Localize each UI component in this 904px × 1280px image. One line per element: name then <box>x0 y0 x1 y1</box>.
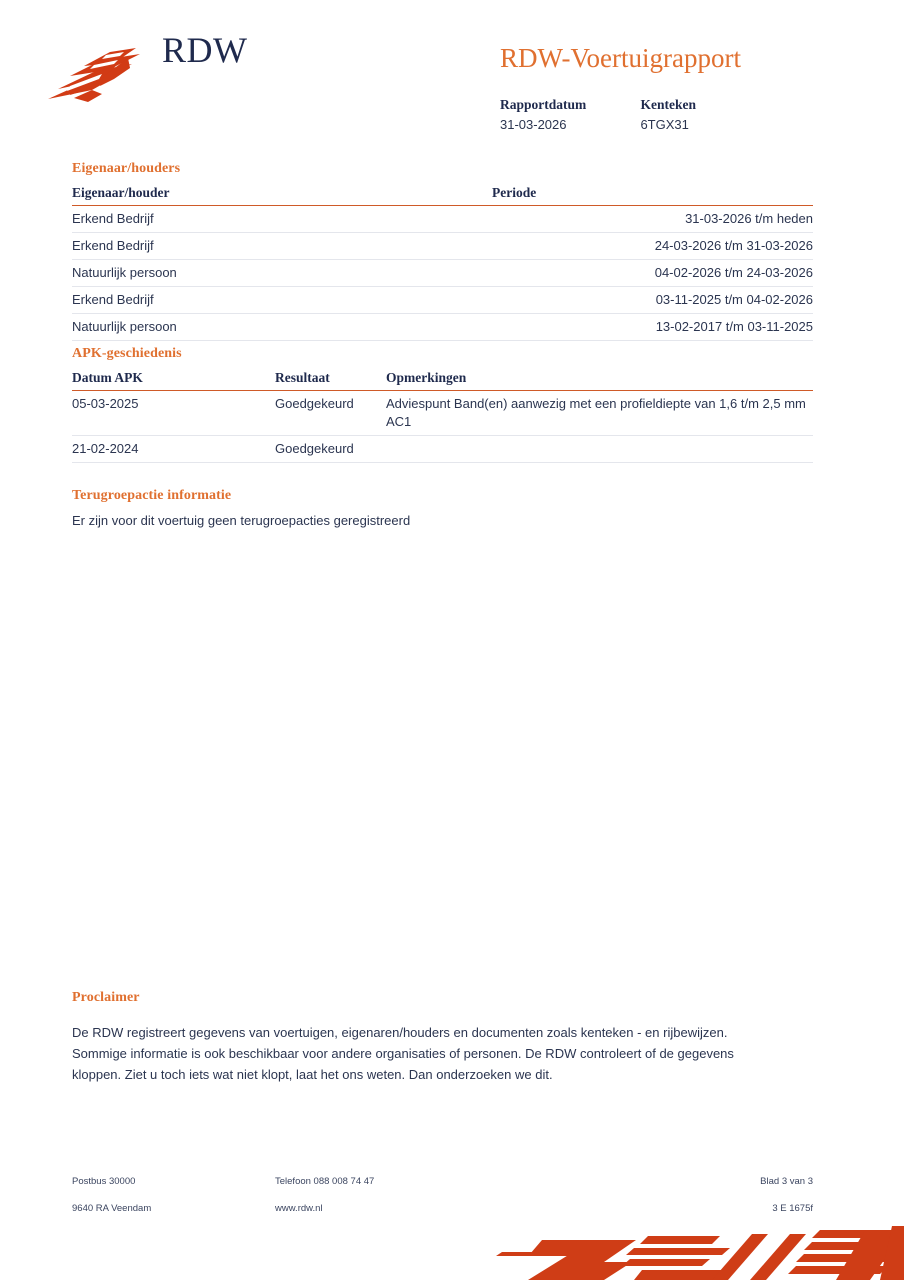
owner-cell: Erkend Bedrijf <box>72 287 492 314</box>
table-header-row <box>72 369 813 391</box>
bottom-decorative-graphic <box>484 1218 904 1280</box>
footer-form-code: 3 E 1675f <box>772 1203 813 1214</box>
table-row <box>72 260 813 287</box>
footer-phone: Telefoon 088 008 74 47 <box>275 1176 375 1187</box>
table-row <box>72 436 813 463</box>
rdw-wordmark: RDW <box>162 30 248 70</box>
rapportdatum-label: Rapportdatum <box>500 97 587 112</box>
footer-address-line-1: Postbus 30000 <box>72 1176 136 1187</box>
disclaimer-line-3: kloppen. Ziet u toch iets wat niet klopt, laat het ons weten. Dan onderzoeken we dit. <box>72 1067 553 1082</box>
period-cell: 31-03-2026 t/m heden <box>492 206 813 233</box>
period-cell: 04-02-2026 t/m 24-03-2026 <box>492 260 813 287</box>
footer-pagination <box>760 1168 813 1222</box>
owners-col-period: Periode <box>492 184 813 206</box>
kenteken-label: Kenteken <box>640 97 696 112</box>
disclaimer-section <box>72 990 813 1085</box>
apk-remarks-cell: Adviespunt Band(en) aanwezig met een profieldiepte van 1,6 t/m 2,5 mm AC1 <box>386 391 813 436</box>
recall-section <box>72 488 813 530</box>
apk-date-cell: 21-02-2024 <box>72 436 275 463</box>
table-row <box>72 391 813 436</box>
apk-result-cell: Goedgekeurd <box>275 391 386 436</box>
report-meta <box>500 96 696 135</box>
apk-date-cell: 05-03-2025 <box>72 391 275 436</box>
disclaimer-line-2: Sommige informatie is ook beschikbaar voor andere organisaties of personen. De RDW controleert of de gegevens <box>72 1046 734 1061</box>
kenteken-value: 6TGX31 <box>640 117 689 132</box>
document-header <box>0 0 904 150</box>
apk-col-result: Resultaat <box>275 369 386 391</box>
table-row <box>72 206 813 233</box>
apk-table <box>72 369 813 463</box>
footer-contact <box>275 1168 374 1222</box>
table-row <box>72 314 813 341</box>
period-cell: 03-11-2025 t/m 04-02-2026 <box>492 287 813 314</box>
owners-section-title: Eigenaar/houders <box>72 161 181 176</box>
apk-section-title: APK-geschiedenis <box>72 346 182 361</box>
meta-kenteken <box>640 96 696 135</box>
owners-table <box>72 184 813 341</box>
apk-remarks-cell <box>386 436 813 463</box>
table-row <box>72 233 813 260</box>
disclaimer-line-1: De RDW registreert gegevens van voertuigen, eigenaren/houders en documenten zoals kenteken - en rijbewijzen. <box>72 1025 728 1040</box>
apk-result-cell: Goedgekeurd <box>275 436 386 463</box>
table-header-row <box>72 184 813 206</box>
apk-col-date: Datum APK <box>72 369 275 391</box>
owner-cell: Natuurlijk persoon <box>72 260 492 287</box>
recall-text: Er zijn voor dit voertuig geen terugroepacties geregistreerd <box>72 513 411 528</box>
disclaimer-body <box>72 1022 813 1085</box>
speed-stripes-icon <box>484 1218 904 1280</box>
rapportdatum-value: 31-03-2026 <box>500 117 567 132</box>
meta-rapportdatum <box>500 96 636 135</box>
table-row <box>72 287 813 314</box>
owner-cell: Natuurlijk persoon <box>72 314 492 341</box>
period-cell: 13-02-2017 t/m 03-11-2025 <box>492 314 813 341</box>
footer-address <box>72 1168 151 1222</box>
footer-address-line-2: 9640 RA Veendam <box>72 1203 152 1214</box>
owners-table-body <box>72 206 813 341</box>
apk-table-body <box>72 391 813 463</box>
disclaimer-section-title: Proclaimer <box>72 990 140 1005</box>
owner-cell: Erkend Bedrijf <box>72 233 492 260</box>
apk-history-section <box>72 346 813 463</box>
period-cell: 24-03-2026 t/m 31-03-2026 <box>492 233 813 260</box>
owner-cell: Erkend Bedrijf <box>72 206 492 233</box>
rdw-feather-icon <box>44 46 164 104</box>
footer-website[interactable]: www.rdw.nl <box>275 1203 323 1214</box>
owners-col-owner: Eigenaar/houder <box>72 184 492 206</box>
footer-page-number: Blad 3 van 3 <box>760 1176 813 1187</box>
recall-section-title: Terugroepactie informatie <box>72 488 232 503</box>
rdw-logo <box>44 32 274 104</box>
report-title: RDW-Voertuigrapport <box>500 43 741 73</box>
apk-col-remarks: Opmerkingen <box>386 369 813 391</box>
owners-section <box>72 161 813 341</box>
